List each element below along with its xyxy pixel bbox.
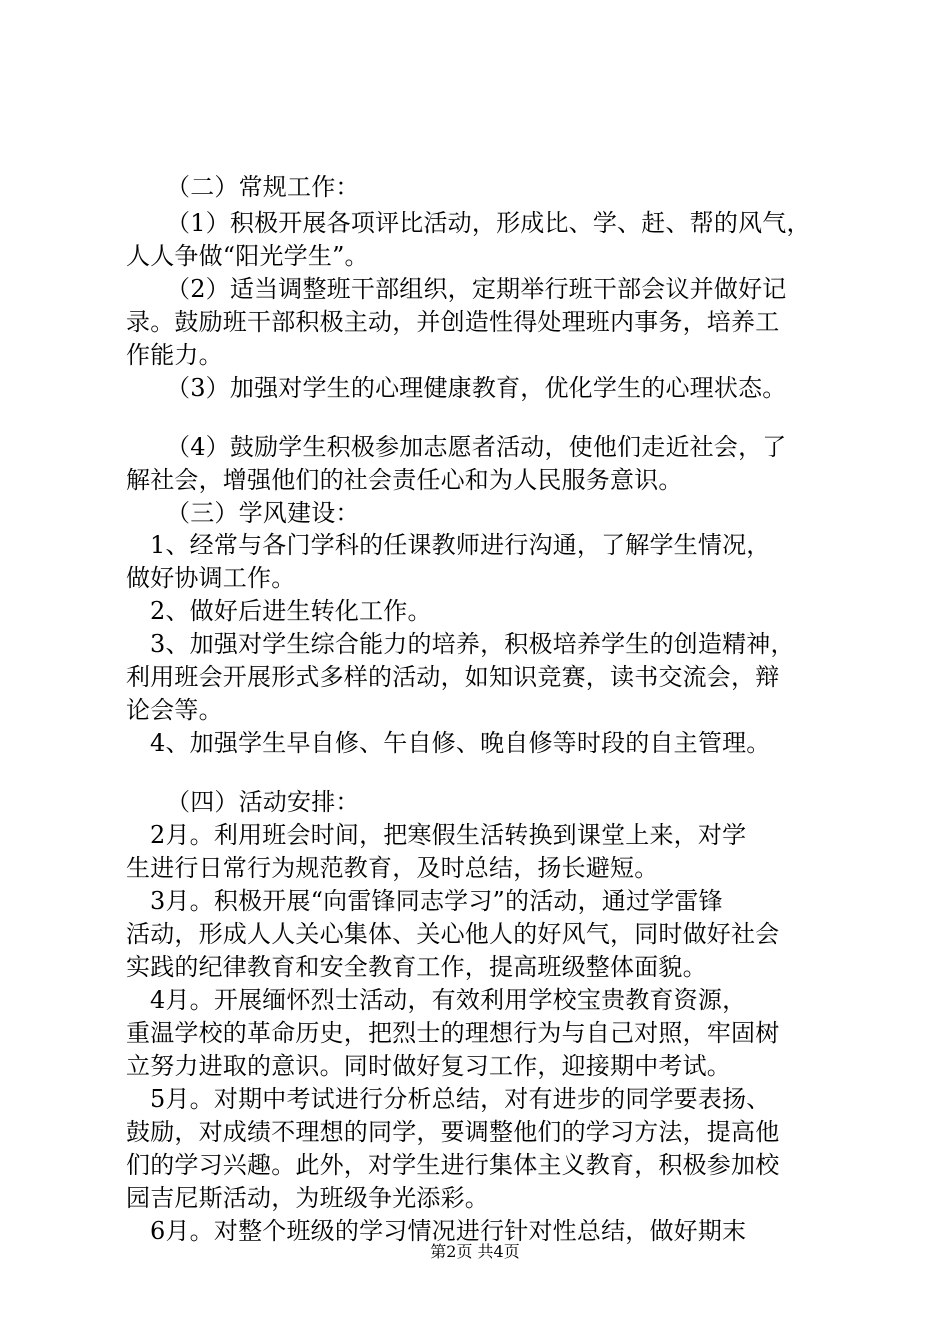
paragraph-line: 2、做好后进生转化工作。 [150,597,432,625]
paragraph-line: （3）加强对学生的心理健康教育，优化学生的心理状态。 [166,374,787,402]
paragraph-line: 做好协调工作。 [126,564,296,592]
paragraph-line: （2）适当调整班干部组织，定期举行班干部会议并做好记 [166,275,787,303]
paragraph-line: 作能力。 [126,341,223,369]
paragraph-line: 解社会，增强他们的社会责任心和为人民服务意识。 [126,466,683,494]
paragraph-line: 实践的纪律教育和安全教育工作，提高班级整体面貌。 [126,953,707,981]
paragraph-line: 鼓励，对成绩不理想的同学，要调整他们的学习方法，提高他 [126,1118,780,1146]
paragraph-line: 利用班会开展形式多样的活动，如知识竞赛，读书交流会，辩 [126,663,780,691]
paragraph-line: 活动，形成人人关心集体、关心他人的好风气，同时做好社会 [126,920,780,948]
paragraph-line: （1）积极开展各项评比活动，形成比、学、赶、帮的风气， [166,209,811,237]
section-heading-activities: （四）活动安排： [166,788,360,816]
paragraph-line: 立努力进取的意识。同时做好复习工作，迎接期中考试。 [126,1052,731,1080]
paragraph-line: （4）鼓励学生积极参加志愿者活动，使他们走近社会，了 [166,433,787,461]
page-number-footer: 第2页 共4页 [430,1242,520,1261]
paragraph-line: 论会等。 [126,696,223,724]
paragraph-line: 4月。开展缅怀烈士活动，有效利用学校宝贵教育资源， [150,986,747,1014]
paragraph-line: 5月。对期中考试进行分析总结，对有进步的同学要表扬、 [150,1085,771,1113]
paragraph-line: 3、加强对学生综合能力的培养，积极培养学生的创造精神， [150,630,795,658]
paragraph-line: 重温学校的革命历史，把烈士的理想行为与自己对照，牢固树 [126,1019,780,1047]
paragraph-line: 3月。积极开展“向雷锋同志学习”的活动，通过学雷锋 [150,887,723,915]
paragraph-line: 1、经常与各门学科的任课教师进行沟通，了解学生情况， [150,531,771,559]
paragraph-line: 2月。利用班会时间，把寒假生活转换到课堂上来，对学 [150,821,747,849]
paragraph-line: 录。鼓励班干部积极主动，并创造性得处理班内事务，培养工 [126,308,780,336]
paragraph-line: 园吉尼斯活动，为班级争光添彩。 [126,1184,489,1212]
section-heading-routine: （二）常规工作： [166,173,360,201]
paragraph-line: 生进行日常行为规范教育，及时总结，扬长避短。 [126,854,659,882]
section-heading-study: （三）学风建设： [166,499,360,527]
paragraph-line: 们的学习兴趣。此外，对学生进行集体主义教育，积极参加校 [126,1151,780,1179]
paragraph-line: 人人争做“阳光学生”。 [126,242,369,270]
paragraph-line: 6月。对整个班级的学习情况进行针对性总结，做好期末 [150,1217,747,1245]
paragraph-line: 4、加强学生早自修、午自修、晚自修等时段的自主管理。 [150,729,771,757]
